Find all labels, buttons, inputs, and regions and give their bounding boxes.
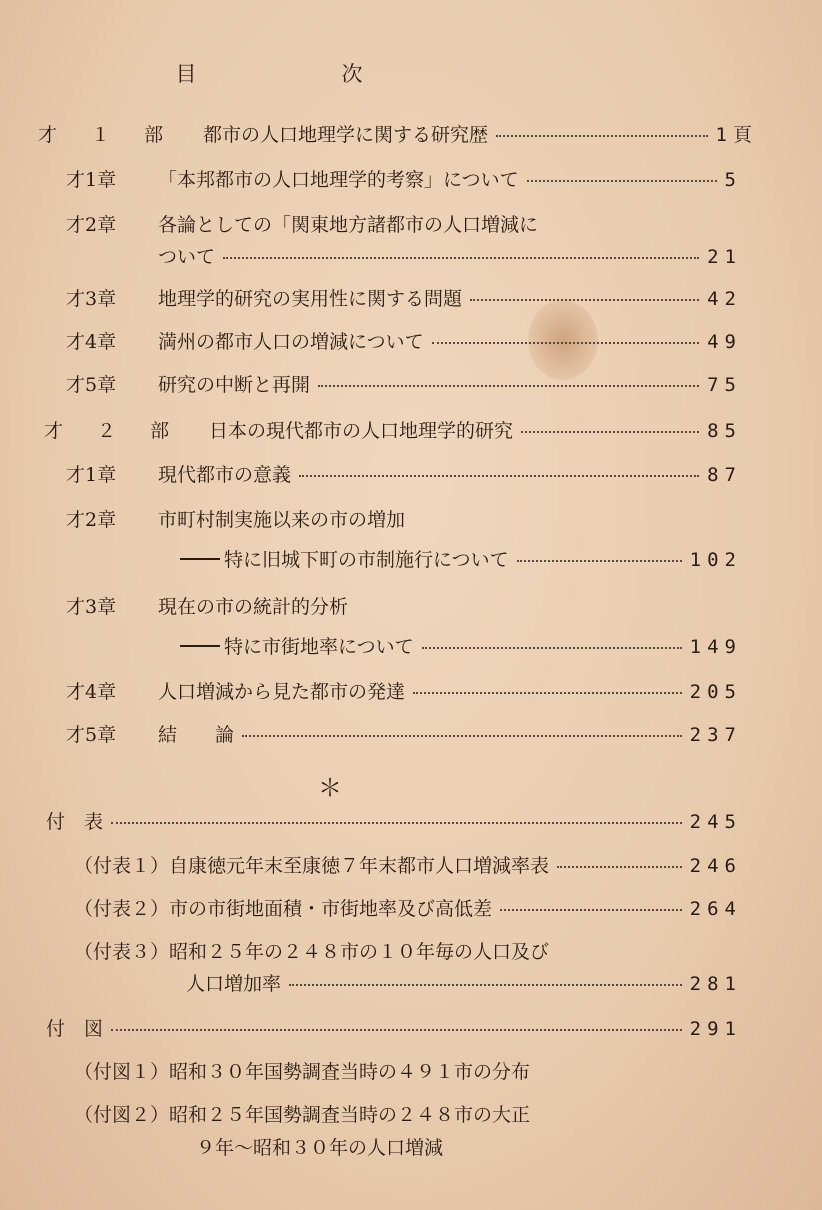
page-number: 1頁	[715, 124, 758, 146]
toc-chapter-subtitle	[180, 632, 742, 662]
toc-chapter	[66, 327, 742, 357]
chapter-title: 各論としての「関東地方諸都市の人口増減に	[158, 214, 539, 236]
page-number: 102	[689, 549, 742, 571]
page-number: 149	[689, 636, 742, 658]
chapter-label: 才2章	[66, 509, 117, 531]
leader-dots	[517, 559, 682, 562]
chapter-label: 才1章	[66, 169, 117, 191]
toc-chapter	[66, 370, 742, 400]
toc-appendix-item-continued	[196, 1133, 742, 1163]
appendix-label: 付 表	[46, 811, 104, 833]
toc-chapter	[66, 165, 742, 195]
appendix-label: 付 図	[46, 1018, 104, 1040]
appendix-item-title: 昭和２５年国勢調査当時の２４８市の大正	[169, 1104, 531, 1126]
asterisk-divider: ＊	[318, 774, 342, 802]
appendix-item-title: 昭和３０年国勢調査当時の４９１市の分布	[169, 1061, 531, 1083]
appendix-item-title-cont: ９年〜昭和３０年の人口増減	[196, 1137, 444, 1159]
em-dash	[180, 645, 220, 647]
toc-chapter	[66, 210, 742, 240]
leader-dots	[470, 298, 699, 301]
toc-chapter-continued	[158, 242, 742, 272]
appendix-item-label: （付表２）	[74, 898, 170, 920]
chapter-label: 才5章	[66, 374, 117, 396]
leader-dots	[289, 983, 682, 986]
toc-chapter	[66, 460, 742, 490]
page-number: 264	[689, 898, 742, 920]
toc-chapter-subtitle	[180, 545, 742, 575]
leader-dots	[557, 865, 682, 868]
page-number: 49	[707, 331, 742, 353]
chapter-subtitle: 特に旧城下町の市制施行について	[224, 549, 509, 571]
chapter-title: 結 論	[158, 724, 235, 746]
toc-part-2	[44, 416, 742, 446]
chapter-title: 「本邦都市の人口地理学的考察」について	[158, 169, 519, 191]
appendix-item-title: 自康徳元年末至康徳７年末都市人口増減率表	[169, 855, 550, 877]
chapter-title: 市町村制実施以来の市の増加	[158, 509, 406, 531]
chapter-title: 現代都市の意義	[158, 464, 292, 486]
page-number: 5	[724, 169, 742, 191]
leader-dots	[496, 134, 708, 137]
page-title: 目 次	[175, 62, 425, 86]
toc-appendix-item	[74, 894, 742, 924]
appendix-item-label: （付表１）	[74, 855, 170, 877]
leader-dots	[111, 821, 682, 824]
leader-dots	[318, 384, 699, 387]
appendix-item-label: （付図２）	[74, 1104, 170, 1126]
page-number: 85	[707, 420, 742, 442]
chapter-label: 才4章	[66, 681, 117, 703]
leader-dots	[432, 341, 699, 344]
page-number: 21	[707, 246, 742, 268]
page-number: 205	[689, 681, 742, 703]
chapter-subtitle: 特に市街地率について	[224, 636, 414, 658]
chapter-label: 才3章	[66, 596, 117, 618]
toc-appendix-item-continued	[186, 969, 742, 999]
part-label: 才 １ 部	[38, 124, 178, 146]
part-label: 才 ２ 部	[44, 420, 184, 442]
appendix-item-label: （付図１）	[74, 1061, 170, 1083]
leader-dots	[111, 1028, 682, 1031]
part-title: 日本の現代都市の人口地理学的研究	[209, 420, 514, 442]
leader-dots	[242, 734, 682, 737]
chapter-label: 才5章	[66, 724, 117, 746]
em-dash	[180, 558, 220, 560]
chapter-title: 地理学的研究の実用性に関する問題	[158, 288, 463, 310]
toc-appendix-item	[74, 1100, 742, 1130]
appendix-item-title: 昭和２５年の２４８市の１０年毎の人口及び	[169, 941, 550, 963]
page-number: 75	[707, 374, 742, 396]
chapter-label: 才1章	[66, 464, 117, 486]
leader-dots	[521, 430, 699, 433]
part-title: 都市の人口地理学に関する研究歴	[203, 124, 489, 146]
chapter-label: 才4章	[66, 331, 117, 353]
leader-dots	[223, 256, 699, 259]
toc-appendix-item	[74, 851, 742, 881]
chapter-label: 才2章	[66, 214, 117, 236]
chapter-title: 研究の中断と再開	[158, 374, 311, 396]
page-number: 237	[689, 724, 742, 746]
toc-appendix-item	[74, 1057, 742, 1087]
leader-dots	[413, 691, 682, 694]
page-number: 291	[689, 1018, 742, 1040]
toc-chapter	[66, 677, 742, 707]
appendix-item-title: 市の市街地面積・市街地率及び高低差	[169, 898, 493, 920]
toc-appendix-item	[74, 937, 742, 967]
toc-appendix-figures	[46, 1014, 742, 1044]
page-number: 42	[707, 288, 742, 310]
toc-appendix-tables	[46, 807, 742, 837]
toc-chapter	[66, 284, 742, 314]
chapter-label: 才3章	[66, 288, 117, 310]
page-number: 281	[689, 973, 742, 995]
toc-part-1	[38, 120, 758, 150]
chapter-title-cont: ついて	[158, 246, 216, 268]
page-number: 87	[707, 464, 742, 486]
chapter-title: 人口増減から見た都市の発達	[158, 681, 406, 703]
leader-dots	[500, 908, 682, 911]
page-number: 245	[689, 811, 742, 833]
leader-dots	[422, 646, 682, 649]
chapter-title: 満州の都市人口の増減について	[158, 331, 424, 353]
appendix-item-label: （付表３）	[74, 941, 170, 963]
page-number: 246	[689, 855, 742, 877]
leader-dots	[299, 474, 699, 477]
toc-chapter	[66, 505, 742, 535]
toc-chapter	[66, 720, 742, 750]
toc-chapter	[66, 592, 742, 622]
appendix-item-title-cont: 人口増加率	[186, 973, 282, 995]
chapter-title: 現在の市の統計的分析	[158, 596, 349, 618]
leader-dots	[527, 179, 717, 182]
